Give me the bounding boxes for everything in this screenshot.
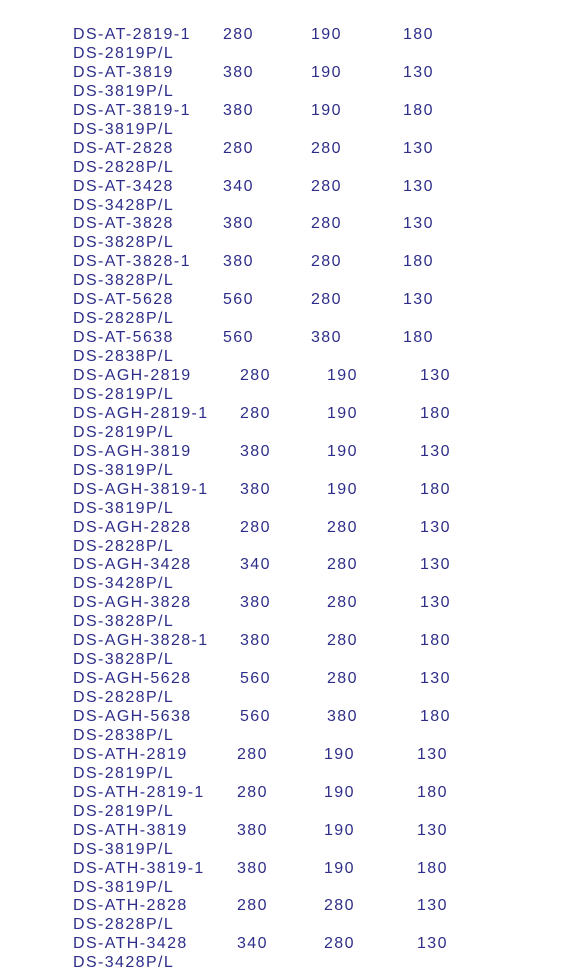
model-code: DS-AT-3819	[73, 63, 174, 81]
product-row	[73, 177, 174, 196]
part-number: DS-3819P/L	[73, 120, 175, 138]
depth-value: 380	[327, 708, 358, 726]
height-value: 130	[420, 670, 451, 688]
product-row	[73, 555, 192, 574]
width-value: 380	[223, 63, 254, 81]
part-number: DS-3828P/L	[73, 651, 175, 669]
product-entry	[73, 177, 553, 215]
part-number: DS-3428P/L	[73, 196, 175, 214]
width-value: 380	[237, 821, 268, 839]
product-entry	[73, 139, 553, 177]
product-row	[73, 745, 188, 764]
product-row	[73, 101, 191, 120]
part-number: DS-3428P/L	[73, 575, 175, 593]
product-row	[73, 821, 188, 840]
part-number: DS-2828P/L	[73, 158, 175, 176]
height-value: 130	[420, 367, 451, 385]
height-value: 130	[403, 215, 434, 233]
part-number: DS-2828P/L	[73, 310, 175, 328]
width-value: 340	[237, 935, 268, 953]
part-number: DS-3819P/L	[73, 878, 175, 896]
depth-value: 280	[311, 215, 342, 233]
product-row	[73, 139, 174, 158]
part-number: DS-2819P/L	[73, 386, 175, 404]
product-row	[73, 896, 188, 915]
product-entry	[73, 442, 553, 480]
width-value: 560	[240, 670, 271, 688]
depth-value: 280	[327, 594, 358, 612]
depth-value: 280	[327, 556, 358, 574]
model-code: DS-AT-3828-1	[73, 253, 191, 271]
model-code: DS-AGH-3828-1	[73, 632, 209, 650]
height-value: 130	[403, 63, 434, 81]
model-code: DS-AGH-3819-1	[73, 480, 209, 498]
part-number: DS-2838P/L	[73, 348, 175, 366]
part-number: DS-2819P/L	[73, 423, 175, 441]
part-number: DS-2819P/L	[73, 764, 175, 782]
width-value: 380	[223, 215, 254, 233]
height-value: 130	[417, 897, 448, 915]
height-value: 180	[417, 783, 448, 801]
product-entry	[73, 480, 553, 518]
height-value: 130	[420, 442, 451, 460]
height-value: 180	[420, 480, 451, 498]
product-entry	[73, 366, 553, 404]
product-row	[73, 518, 192, 537]
height-value: 180	[420, 404, 451, 422]
product-row	[73, 442, 192, 461]
height-value: 130	[417, 935, 448, 953]
model-code: DS-AT-3828	[73, 215, 174, 233]
part-number: DS-3819P/L	[73, 840, 175, 858]
depth-value: 190	[327, 404, 358, 422]
part-number: DS-2828P/L	[73, 537, 175, 555]
product-entry	[73, 555, 553, 593]
model-code: DS-ATH-3819-1	[73, 859, 205, 877]
product-entry	[73, 518, 553, 556]
part-number: DS-2819P/L	[73, 45, 175, 62]
width-value: 380	[240, 594, 271, 612]
width-value: 560	[223, 291, 254, 309]
height-value: 180	[403, 329, 434, 347]
depth-value: 280	[311, 291, 342, 309]
part-number: DS-2828P/L	[73, 689, 175, 707]
part-number: DS-2819P/L	[73, 802, 175, 820]
width-value: 280	[240, 404, 271, 422]
product-entry	[73, 934, 553, 972]
product-entry	[73, 290, 553, 328]
product-entry	[73, 859, 553, 897]
model-code: DS-AGH-5628	[73, 670, 192, 688]
height-value: 130	[403, 291, 434, 309]
product-row	[73, 934, 188, 953]
model-code: DS-AT-3819-1	[73, 101, 191, 119]
width-value: 380	[240, 442, 271, 460]
product-entry	[73, 707, 553, 745]
product-entry	[73, 593, 553, 631]
height-value: 180	[403, 101, 434, 119]
model-code: DS-AT-2819-1	[73, 26, 191, 43]
product-entry	[73, 631, 553, 669]
height-value: 130	[420, 594, 451, 612]
height-value: 130	[420, 556, 451, 574]
product-row	[73, 593, 192, 612]
width-value: 280	[237, 783, 268, 801]
depth-value: 280	[324, 897, 355, 915]
depth-value: 190	[311, 63, 342, 81]
part-number: DS-3828P/L	[73, 234, 175, 252]
width-value: 380	[223, 253, 254, 271]
product-entry	[73, 63, 553, 101]
height-value: 180	[420, 632, 451, 650]
model-code: DS-AGH-3828	[73, 594, 192, 612]
model-code: DS-AT-5628	[73, 291, 174, 309]
height-value: 180	[417, 859, 448, 877]
depth-value: 190	[311, 26, 342, 43]
product-entry	[73, 404, 553, 442]
height-value: 130	[420, 518, 451, 536]
model-code: DS-AGH-3428	[73, 556, 192, 574]
model-code: DS-AGH-2819-1	[73, 404, 209, 422]
part-number: DS-2828P/L	[73, 916, 175, 934]
product-entry	[73, 669, 553, 707]
depth-value: 190	[324, 783, 355, 801]
part-number: DS-3819P/L	[73, 499, 175, 517]
width-value: 280	[223, 139, 254, 157]
model-code: DS-ATH-2828	[73, 897, 188, 915]
part-number: DS-3819P/L	[73, 461, 175, 479]
depth-value: 190	[327, 367, 358, 385]
depth-value: 380	[311, 329, 342, 347]
document-body	[73, 25, 553, 972]
model-code: DS-AGH-2828	[73, 518, 192, 536]
width-value: 280	[240, 518, 271, 536]
width-value: 380	[223, 101, 254, 119]
model-code: DS-ATH-2819-1	[73, 783, 205, 801]
part-number: DS-2838P/L	[73, 727, 175, 745]
product-row	[73, 328, 174, 347]
width-value: 280	[237, 897, 268, 915]
model-code: DS-ATH-2819	[73, 745, 188, 763]
model-code: DS-AGH-3819	[73, 442, 192, 460]
width-value: 280	[223, 26, 254, 43]
product-entry	[73, 252, 553, 290]
product-row	[73, 404, 209, 423]
product-row	[73, 366, 192, 385]
model-code: DS-AT-3428	[73, 177, 174, 195]
depth-value: 190	[327, 480, 358, 498]
depth-value: 280	[327, 632, 358, 650]
product-row	[73, 63, 174, 82]
width-value: 380	[240, 632, 271, 650]
height-value: 130	[417, 821, 448, 839]
width-value: 560	[223, 329, 254, 347]
depth-value: 190	[324, 745, 355, 763]
depth-value: 280	[327, 518, 358, 536]
width-value: 340	[240, 556, 271, 574]
product-row	[73, 480, 209, 499]
model-code: DS-AGH-2819	[73, 367, 192, 385]
product-entry	[73, 896, 553, 934]
product-entry	[73, 783, 553, 821]
width-value: 280	[240, 367, 271, 385]
depth-value: 280	[311, 139, 342, 157]
height-value: 130	[417, 745, 448, 763]
product-entry	[73, 101, 553, 139]
width-value: 340	[223, 177, 254, 195]
width-value: 560	[240, 708, 271, 726]
depth-value: 280	[311, 253, 342, 271]
depth-value: 280	[327, 670, 358, 688]
product-row	[73, 252, 191, 271]
depth-value: 190	[311, 101, 342, 119]
product-entry	[73, 821, 553, 859]
product-row	[73, 214, 174, 233]
height-value: 130	[403, 177, 434, 195]
product-entry	[73, 214, 553, 252]
part-number: DS-3828P/L	[73, 272, 175, 290]
part-number: DS-3828P/L	[73, 613, 175, 631]
product-entry	[73, 745, 553, 783]
depth-value: 280	[311, 177, 342, 195]
product-row	[73, 290, 174, 309]
product-row	[73, 783, 205, 802]
product-row	[73, 25, 191, 44]
product-entry	[73, 328, 553, 366]
height-value: 180	[420, 708, 451, 726]
height-value: 180	[403, 26, 434, 43]
product-row	[73, 669, 192, 688]
height-value: 130	[403, 139, 434, 157]
product-row	[73, 859, 205, 878]
product-row	[73, 631, 209, 650]
width-value: 280	[237, 745, 268, 763]
part-number: DS-3819P/L	[73, 82, 175, 100]
height-value: 180	[403, 253, 434, 271]
depth-value: 190	[324, 821, 355, 839]
part-number: DS-3428P/L	[73, 954, 175, 972]
product-row	[73, 707, 192, 726]
model-code: DS-ATH-3428	[73, 935, 188, 953]
model-code: DS-AGH-5638	[73, 708, 192, 726]
model-code: DS-AT-2828	[73, 139, 174, 157]
width-value: 380	[237, 859, 268, 877]
model-code: DS-AT-5638	[73, 329, 174, 347]
depth-value: 190	[327, 442, 358, 460]
depth-value: 280	[324, 935, 355, 953]
width-value: 380	[240, 480, 271, 498]
depth-value: 190	[324, 859, 355, 877]
product-entry	[73, 25, 553, 63]
model-code: DS-ATH-3819	[73, 821, 188, 839]
